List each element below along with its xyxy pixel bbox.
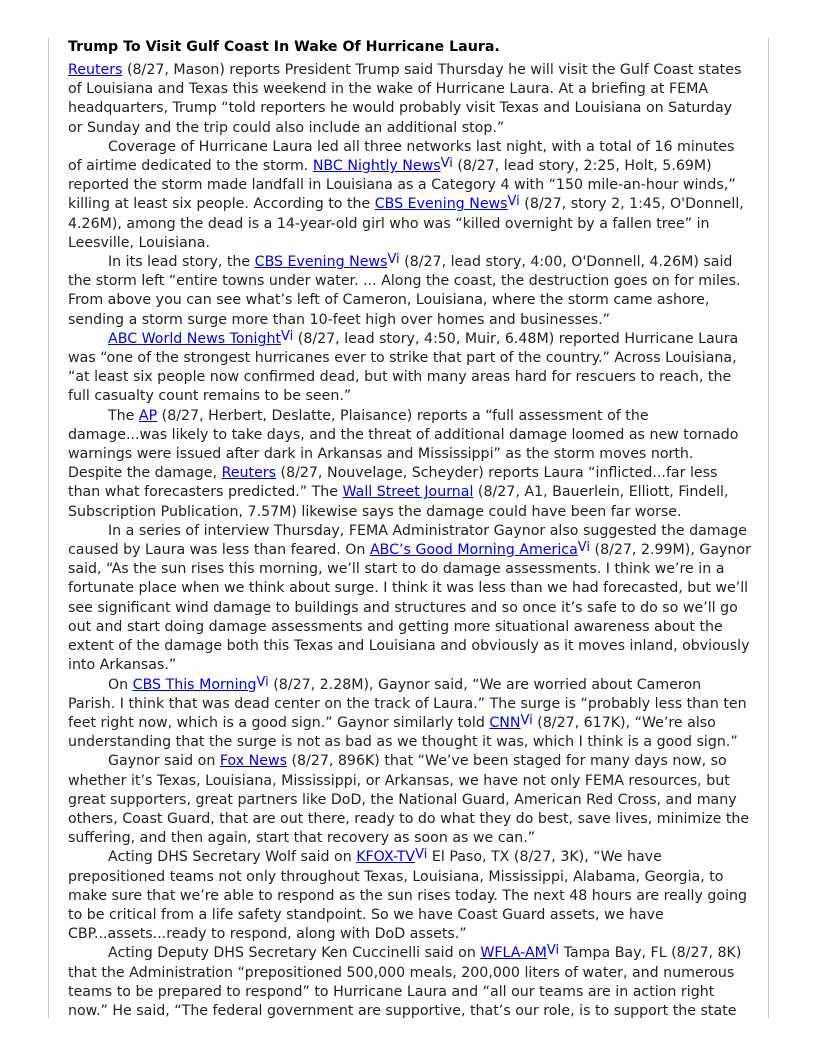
paragraph-text: (8/27, 617K), “We’re also understanding that the surge is not as bad as we thought it was, which I think is a good sign.” <box>68 714 738 751</box>
source-link[interactable]: ABC’s Good Morning America <box>369 542 578 559</box>
paragraph-text: (8/27, lead story, 4:50, Muir, 6.48M) reported Hurricane Laura was “one of the strongest hurricanes ever to strike that part of the country.” Across Louisiana, “at least six people now confirmed dead, but with many areas hard for rescuers to reach, the full casualty count remains to be seen.” <box>68 330 739 405</box>
video-link-marker[interactable]: Vi <box>546 943 560 959</box>
paragraph-text: (8/27, Herbert, Deslatte, Plaisance) reports a “full assessment of the damage...was likely to take days, and the threat of additional damage loomed as new tornado warnings were issued after dark in Arkansas and Mississippi” as the storm moves north. Despite the damage, <box>68 407 739 482</box>
source-link[interactable]: CBS Evening News <box>374 196 508 213</box>
article-paragraph <box>68 138 751 253</box>
paragraph-text: (8/27, story 2, 1:45, O'Donnell, 4.26M), among the dead is a 14-year-old girl who was “killed overnight by a fallen tree” in Leesville, Louisiana. <box>68 196 744 251</box>
paragraph-text: (8/27, Nouvelage, Scheyder) reports Laura “inflicted...far less than what forecasters predicted.” The <box>68 465 718 501</box>
article-paragraph <box>68 253 751 330</box>
article-paragraph <box>68 61 751 138</box>
source-link[interactable]: AP <box>138 407 158 424</box>
paragraph-text: (8/27, A1, Bauerlein, Elliott, Findell, Subscription Publication, 7.57M) likewise says the damage could have been far worse. <box>68 484 729 520</box>
article <box>68 38 751 1021</box>
article-paragraph <box>68 522 751 676</box>
source-link[interactable]: CBS Evening News <box>254 254 388 271</box>
article-body <box>68 61 751 1021</box>
source-link[interactable]: CBS This Morning <box>132 676 257 693</box>
article-paragraph <box>68 330 751 407</box>
video-link-marker[interactable]: Vi <box>281 328 294 344</box>
article-paragraph <box>68 407 751 522</box>
paragraph-text: Acting DHS Secretary Wolf said on <box>108 849 357 866</box>
article-paragraph <box>68 752 751 848</box>
source-link[interactable]: Reuters <box>221 465 277 482</box>
left-margin-rule <box>48 38 49 1018</box>
video-link-marker[interactable]: Vi <box>440 156 453 172</box>
paragraph-text: (8/27, 2.99M), Gaynor said, “As the sun rises this morning, we’ll start to do damage assessments. I think we’re in a fortunate place when we think about surge. I think it was less than we had forecasted, but we’ll see significant wind damage to buildings and structures and so once it’s safe to do so we’ll go out and start doing damage assessments and getting more situational awareness about the extent of the damage both this Texas and Louisiana and obviously as it moves inland, obviously into Arkansas.” <box>68 542 751 674</box>
source-link[interactable]: WFLA-AM <box>480 945 547 962</box>
paragraph-text: In a series of interview Thursday, FEMA Administrator Gaynor also suggested the damage caused by Laura was less than feared. On <box>68 522 748 559</box>
paragraph-text: (8/27, 896K) that “We’ve been staged for many days now, so whether it’s Texas, Louisiana, Mississippi, or Arkansas, we have not only FEMA resources, but great supporters, great partners like DoD, the National Guard, American Red Cross, and many others, Coast Guard, that are out there, ready to do what they do best, save lives, minimize the suffering, and then again, start that recovery as soon as we can.” <box>68 753 750 847</box>
article-headline: Trump To Visit Gulf Coast In Wake Of Hurricane Laura. <box>68 39 500 55</box>
video-link-marker[interactable]: Vi <box>256 674 269 690</box>
article-paragraph <box>68 676 751 753</box>
paragraph-text: The <box>108 407 139 424</box>
source-link[interactable]: CNN <box>489 714 521 731</box>
article-paragraph <box>68 944 751 1021</box>
paragraph-text: Gaynor said on <box>108 753 220 770</box>
source-link[interactable]: Reuters <box>68 62 123 78</box>
paragraph-text: Acting Deputy DHS Secretary Ken Cuccinelli said on <box>108 945 481 962</box>
paragraph-text: In its lead story, the <box>108 254 255 271</box>
paragraph-text: (8/27, lead story, 4:00, O'Donnell, 4.26M) said the storm left “entire towns under water. ... Along the coast, the destruction goes on for miles. From above you can see what’s left of Cameron, Louisiana, where the storm came ashore, sending a storm surge more than 10-feet high over homes and businesses.” <box>68 254 741 328</box>
paragraph-text: El Paso, TX (8/27, 3K), “We have prepositioned teams not only throughout Texas, Louisiana, Mississippi, Alabama, Georgia, to make sure that we’re able to respond as the sun rises today. The next 48 hours are really going to be critical from a life safety standpoint. So we have Coast Guard assets, we have CBP...assets...ready to respond, along with DoD assets.” <box>68 849 748 943</box>
paragraph-text: Tampa Bay, FL (8/27, 8K) that the Administration “prepositioned 500,000 meals, 200,000 liters of water, and numerous teams to be prepared to respond” to Hurricane Laura and “all our teams are in action right now.” He said, “The federal government are supportive, that’s our role, is to support the state <box>68 945 742 1019</box>
paragraph-text: (8/27, Mason) reports President Trump said Thursday he will visit the Gulf Coast states of Louisiana and Texas this weekend in the wake of Hurricane Laura. At a briefing at FEMA headquarters, Trump “told reporters he would probably visit Texas and Louisiana on Saturday or Sunday and the trip could also include an additional stop.” <box>68 62 742 136</box>
source-link[interactable]: ABC World News Tonight <box>108 330 282 347</box>
video-link-marker[interactable]: Vi <box>415 847 428 863</box>
video-link-marker[interactable]: Vi <box>520 712 533 728</box>
source-link[interactable]: Wall Street Journal <box>342 484 474 501</box>
article-paragraph <box>68 848 751 944</box>
source-link[interactable]: KFOX-TV <box>356 849 416 866</box>
source-link[interactable]: NBC Nightly News <box>312 158 441 175</box>
video-link-marker[interactable]: Vi <box>507 194 520 210</box>
video-link-marker[interactable]: Vi <box>577 540 591 556</box>
paragraph-text: (8/27, lead story, 2:25, Holt, 5.69M) reported the storm made landfall in Louisiana as a Category 4 with “150 mile-an-hour winds,” killing at least six people. According to the <box>68 158 736 213</box>
source-link[interactable]: Fox News <box>219 753 287 770</box>
paragraph-text: Coverage of Hurricane Laura led all three networks last night, with a total of 16 minutes of airtime dedicated to the storm. <box>68 138 735 175</box>
video-link-marker[interactable]: Vi <box>387 252 400 268</box>
right-margin-rule <box>768 38 769 1018</box>
paragraph-text: On <box>108 676 133 693</box>
paragraph-text: (8/27, 2.28M), Gaynor said, “We are worried about Cameron Parish. I think that was dead center on the track of Laura.” The surge is “probably less than ten feet right now, which is a good sign.” Gaynor similarly told <box>68 676 747 731</box>
